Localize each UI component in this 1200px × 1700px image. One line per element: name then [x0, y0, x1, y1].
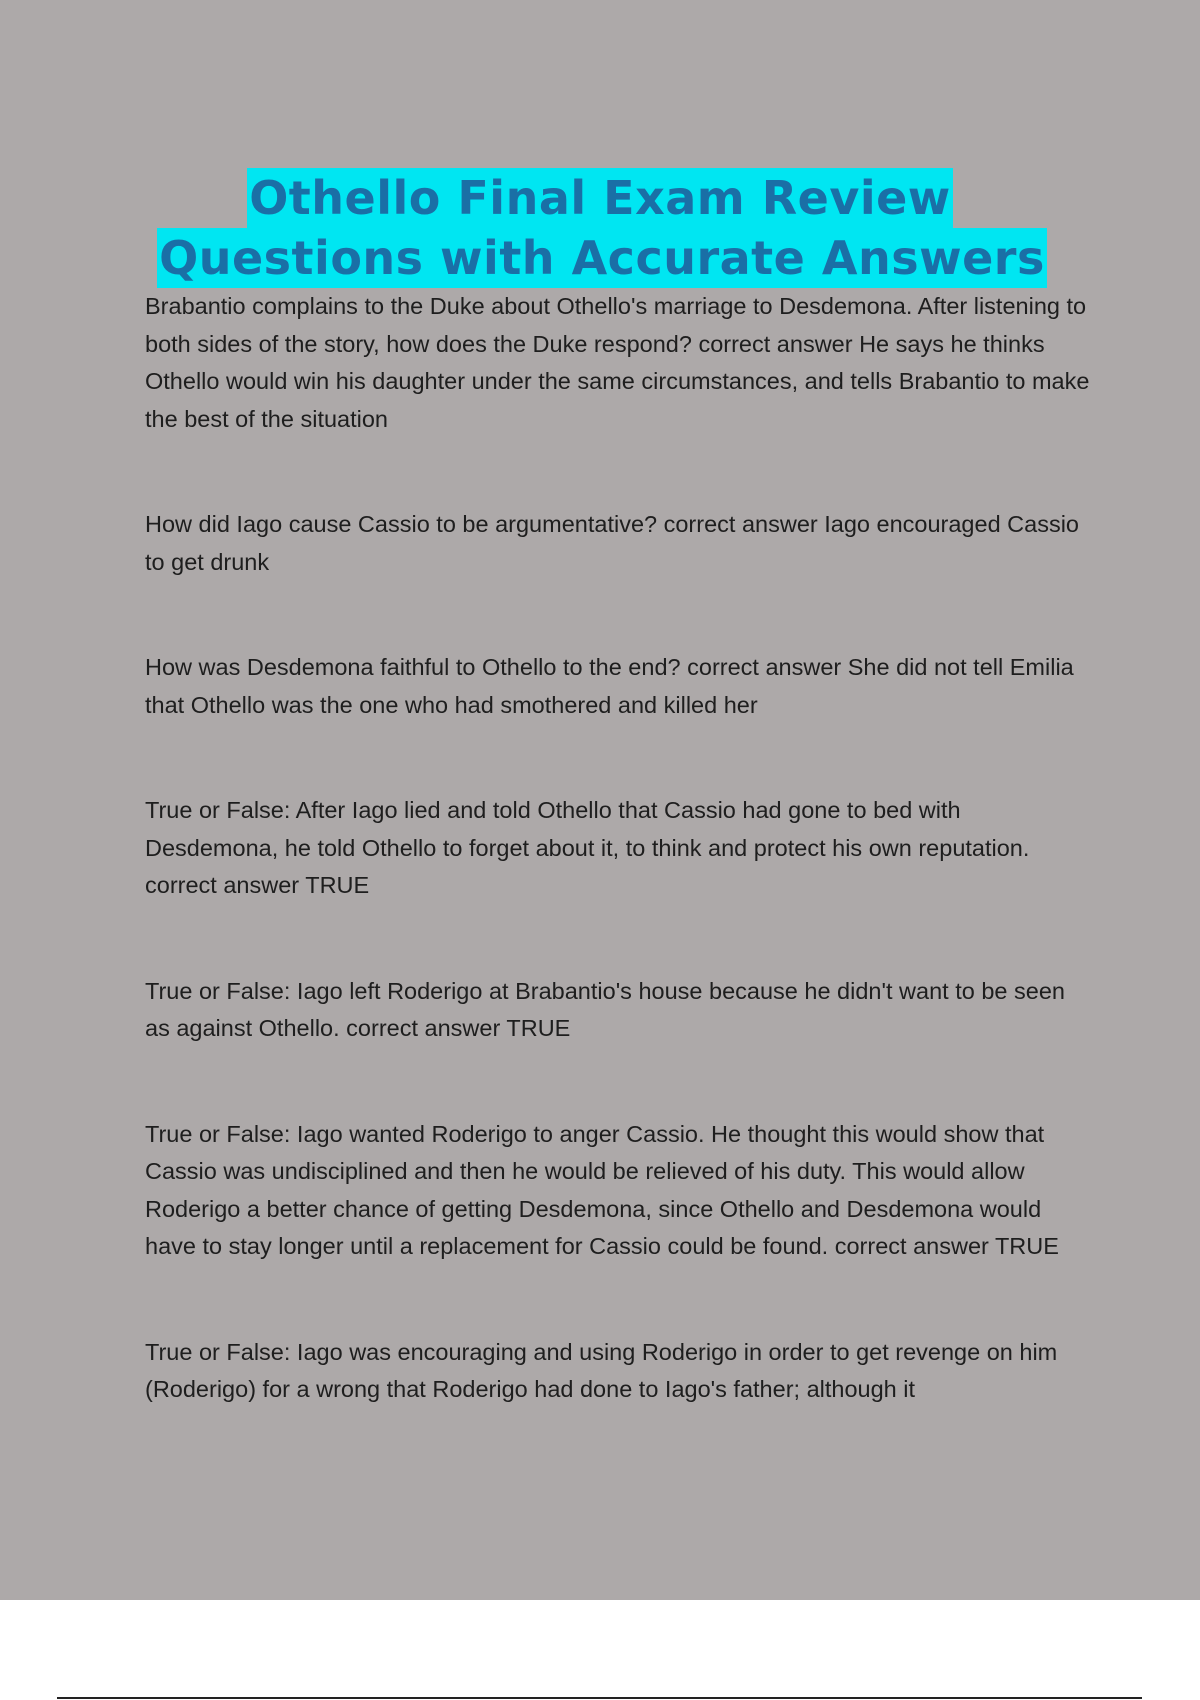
footer-divider: [57, 1697, 1142, 1699]
question-item: True or False: After Iago lied and told Othello that Cassio had gone to bed with Desdemona, he told Othello to forget about it, to think and protect his own reputation. correct answer TRUE: [145, 797, 1030, 898]
question-item: True or False: Iago was encouraging and using Roderigo in order to get revenge on him (Roderigo) for a wrong that Roderigo had done to Iago's father; although it: [145, 1338, 1058, 1402]
question-item: How did Iago cause Cassio to be argumentative? correct answer Iago encouraged Cassio to get drunk: [145, 511, 1079, 575]
title-line-1: Othello Final Exam Review: [247, 168, 953, 228]
question-item: True or False: Iago wanted Roderigo to anger Cassio. He thought this would show that Cassio was undisciplined and then he would be relieved of his duty. This would allow Roderigo a better chance of getting Desdemona, since Othello and Desdemona would have to stay longer until a replacement for Cassio could be found. correct answer TRUE: [145, 1120, 1059, 1259]
question-item: True or False: Iago left Roderigo at Brabantio's house because he didn't want to be seen as against Othello. correct answer TRUE: [145, 977, 1065, 1041]
question-item: How was Desdemona faithful to Othello to the end? correct answer She did not tell Emilia that Othello was the one who had smothered and killed her: [145, 654, 1074, 718]
question-item: Brabantio complains to the Duke about Othello's marriage to Desdemona. After listening to both sides of the story, how does the Duke respond? correct answer He says he thinks Othello would win his daughter under the same circumstances, and tells Brabantio to make the best of the situation: [145, 293, 1090, 432]
question-list: [145, 288, 1095, 1409]
title-line-2: Questions with Accurate Answers: [157, 228, 1047, 288]
document-title: [0, 168, 1200, 288]
